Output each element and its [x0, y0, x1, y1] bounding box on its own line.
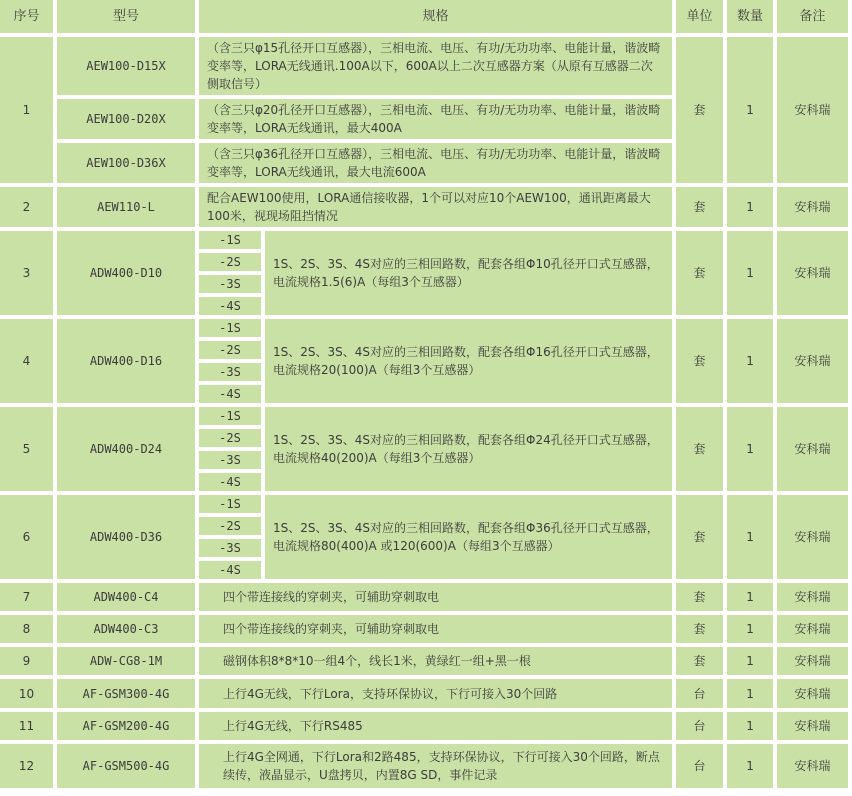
table-row [0, 712, 848, 740]
cell-unit: 套 [676, 495, 723, 579]
cell-model: ADW400-D16 [57, 319, 195, 403]
cell-model: ADW400-D24 [57, 407, 195, 491]
cell-spec: 1S、2S、3S、4S对应的三相回路数，配套各组Φ36孔径开口式互感器，电流规格80(400)A 或120(600)A（每组3个互感器） [265, 495, 672, 579]
cell-unit: 套 [676, 583, 723, 611]
table-header-row [0, 0, 848, 33]
cell-note: 安科瑞 [777, 712, 848, 740]
cell-model: AEW100-D36X [57, 143, 195, 183]
table-row [0, 187, 848, 227]
cell-unit: 套 [676, 615, 723, 643]
cell-variant: -2S [199, 341, 261, 359]
cell-model: AF-GSM200-4G [57, 712, 195, 740]
cell-no: 2 [0, 187, 53, 227]
header-spec: 规格 [199, 0, 672, 33]
cell-variant: -4S [199, 561, 261, 579]
table-row [0, 615, 848, 643]
cell-note: 安科瑞 [777, 583, 848, 611]
cell-variant: -4S [199, 297, 261, 315]
cell-spec: 1S、2S、3S、4S对应的三相回路数，配套各组Φ16孔径开口式互感器，电流规格20(100)A（每组3个互感器） [265, 319, 672, 403]
cell-spec: （含三只φ20孔径开口互感器），三相电流、电压、有功/无功功率、电能计量，谐波畸变率等，LORA无线通讯，最大400A [199, 99, 672, 139]
cell-qty: 1 [727, 615, 773, 643]
cell-qty: 1 [727, 37, 773, 183]
cell-spec: 上行4G全网通，下行Lora和2路485，支持环保协议，下行可接入30个回路，断点续传，液晶显示，U盘拷贝，内置8G SD，事件记录 [199, 744, 672, 788]
cell-variant: -3S [199, 275, 261, 293]
cell-model: AEW100-D15X [57, 37, 195, 95]
cell-variant: -3S [199, 363, 261, 381]
cell-no: 5 [0, 407, 53, 491]
cell-qty: 1 [727, 319, 773, 403]
header-model: 型号 [57, 0, 195, 33]
cell-unit: 套 [676, 37, 723, 183]
cell-note: 安科瑞 [777, 319, 848, 403]
cell-spec: 上行4G无线，下行RS485 [199, 712, 672, 740]
cell-no: 3 [0, 231, 53, 315]
cell-qty: 1 [727, 647, 773, 675]
cell-variant: -2S [199, 429, 261, 447]
cell-spec: 1S、2S、3S、4S对应的三相回路数，配套各组Φ10孔径开口式互感器，电流规格1.5(6)A（每组3个互感器） [265, 231, 672, 315]
header-note: 备注 [777, 0, 848, 33]
cell-no: 11 [0, 712, 53, 740]
table-row [0, 583, 848, 611]
cell-model: ADW-CG8-1M [57, 647, 195, 675]
cell-qty: 1 [727, 407, 773, 491]
table-row [0, 231, 848, 249]
cell-variant: -1S [199, 495, 261, 513]
header-no: 序号 [0, 0, 53, 33]
cell-variant: -2S [199, 253, 261, 271]
cell-variant: -1S [199, 231, 261, 249]
cell-qty: 1 [727, 187, 773, 227]
cell-unit: 台 [676, 712, 723, 740]
header-qty: 数量 [727, 0, 773, 33]
cell-unit: 套 [676, 319, 723, 403]
cell-model: ADW400-C3 [57, 615, 195, 643]
table-row [0, 319, 848, 337]
cell-unit: 台 [676, 744, 723, 788]
cell-variant: -4S [199, 385, 261, 403]
cell-no: 6 [0, 495, 53, 579]
cell-qty: 1 [727, 583, 773, 611]
cell-spec: 四个带连接线的穿刺夹，可辅助穿刺取电 [199, 583, 672, 611]
cell-spec: 四个带连接线的穿刺夹，可辅助穿刺取电 [199, 615, 672, 643]
cell-note: 安科瑞 [777, 37, 848, 183]
cell-spec: （含三只φ36孔径开口互感器），三相电流、电压、有功/无功功率、电能计量，谐波畸变率等，LORA无线通讯，最大电流600A [199, 143, 672, 183]
cell-model: ADW400-D10 [57, 231, 195, 315]
cell-no: 7 [0, 583, 53, 611]
cell-no: 9 [0, 647, 53, 675]
cell-unit: 台 [676, 679, 723, 708]
cell-no: 10 [0, 679, 53, 708]
cell-no: 4 [0, 319, 53, 403]
cell-model: AEW110-L [57, 187, 195, 227]
cell-note: 安科瑞 [777, 407, 848, 491]
cell-spec: 上行4G无线，下行Lora，支持环保协议，下行可接入30个回路 [199, 679, 672, 708]
cell-note: 安科瑞 [777, 615, 848, 643]
cell-model: AF-GSM500-4G [57, 744, 195, 788]
cell-note: 安科瑞 [777, 744, 848, 788]
cell-note: 安科瑞 [777, 495, 848, 579]
cell-model: ADW400-D36 [57, 495, 195, 579]
cell-unit: 套 [676, 187, 723, 227]
table-row [0, 647, 848, 675]
table-row [0, 679, 848, 708]
cell-unit: 套 [676, 407, 723, 491]
table-row [0, 495, 848, 513]
cell-variant: -3S [199, 539, 261, 557]
cell-unit: 套 [676, 647, 723, 675]
cell-spec: 配合AEW100使用，LORA通信接收器，1个可以对应10个AEW100，通讯距离最大100米，视现场阻挡情况 [199, 187, 672, 227]
cell-qty: 1 [727, 712, 773, 740]
cell-note: 安科瑞 [777, 231, 848, 315]
cell-variant: -1S [199, 407, 261, 425]
cell-model: ADW400-C4 [57, 583, 195, 611]
cell-note: 安科瑞 [777, 679, 848, 708]
header-unit: 单位 [676, 0, 723, 33]
cell-note: 安科瑞 [777, 647, 848, 675]
cell-variant: -2S [199, 517, 261, 535]
cell-note: 安科瑞 [777, 187, 848, 227]
table-row [0, 744, 848, 788]
cell-model: AF-GSM300-4G [57, 679, 195, 708]
cell-qty: 1 [727, 495, 773, 579]
cell-spec: 磁钢体积8*8*10一组4个，线长1米，黄绿红一组+黑一根 [199, 647, 672, 675]
cell-no: 12 [0, 744, 53, 788]
cell-no: 1 [0, 37, 53, 183]
cell-qty: 1 [727, 679, 773, 708]
cell-variant: -4S [199, 473, 261, 491]
table-row [0, 407, 848, 425]
cell-spec: （含三只φ15孔径开口互感器），三相电流、电压、有功/无功功率、电能计量，谐波畸变率等，LORA无线通讯.100A以下，600A以上二次互感器方案（从原有互感器二次侧取信号） [199, 37, 672, 95]
cell-variant: -1S [199, 319, 261, 337]
cell-unit: 套 [676, 231, 723, 315]
cell-variant: -3S [199, 451, 261, 469]
cell-qty: 1 [727, 744, 773, 788]
cell-qty: 1 [727, 231, 773, 315]
table-row [0, 37, 848, 95]
cell-model: AEW100-D20X [57, 99, 195, 139]
cell-no: 8 [0, 615, 53, 643]
cell-spec: 1S、2S、3S、4S对应的三相回路数，配套各组Φ24孔径开口式互感器，电流规格40(200)A（每组3个互感器） [265, 407, 672, 491]
